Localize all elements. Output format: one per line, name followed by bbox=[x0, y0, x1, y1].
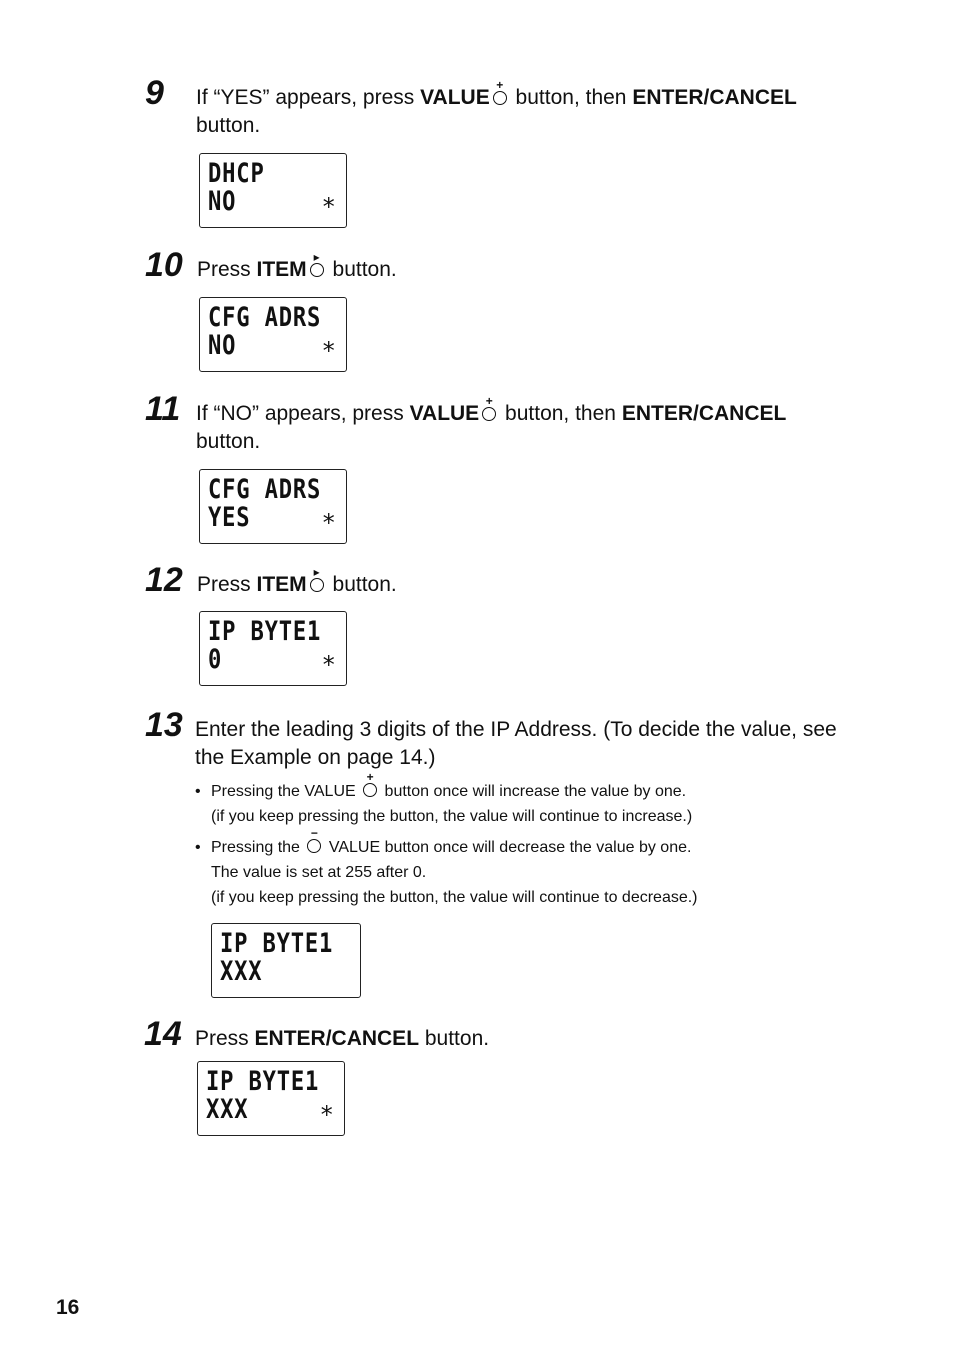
value-button-label: VALUE bbox=[409, 402, 480, 425]
lcd-cursor-icon: ∗ bbox=[319, 1096, 334, 1124]
item-button-label: ITEM bbox=[256, 258, 307, 281]
value-button-label: VALUE bbox=[420, 86, 490, 109]
lcd-cursor-icon: ∗ bbox=[321, 504, 336, 532]
step-number: 11 bbox=[145, 390, 181, 428]
list-item-note: (if you keep pressing the button, the value will continue to increase.) bbox=[211, 808, 693, 825]
tips-list bbox=[195, 770, 698, 910]
lcd-display bbox=[199, 469, 347, 544]
lcd-line-1: CFG ADRS bbox=[208, 302, 322, 333]
step-number: 13 bbox=[145, 706, 183, 744]
lcd-line-1: CFG ADRS bbox=[208, 474, 322, 505]
item-button-label: ITEM bbox=[256, 573, 307, 596]
lcd-line-1: IP BYTE1 bbox=[220, 928, 334, 959]
step-instruction: If “YES” appears, press VALUE + button, then ENTER/CANCEL bbox=[196, 78, 797, 109]
value-down-button-icon: − bbox=[307, 839, 321, 853]
lcd-line-2: XXX bbox=[220, 956, 263, 987]
step-instruction-continued: button. bbox=[196, 430, 261, 453]
step-instruction-continued: the Example on page 14.) bbox=[195, 746, 436, 769]
step-number: 9 bbox=[145, 74, 164, 112]
list-item-note: (if you keep pressing the button, the value will continue to decrease.) bbox=[211, 889, 698, 906]
lcd-line-1: IP BYTE1 bbox=[208, 616, 322, 647]
value-up-button-icon: + bbox=[363, 783, 377, 797]
value-up-button-icon: + bbox=[482, 407, 496, 421]
lcd-display bbox=[199, 611, 347, 686]
lcd-line-2: XXX bbox=[206, 1094, 249, 1125]
step-number: 12 bbox=[145, 561, 183, 599]
step-instruction: Press ITEM ▸ button. bbox=[197, 565, 397, 596]
enter-cancel-button-label: ENTER/CANCEL bbox=[254, 1027, 420, 1050]
lcd-display bbox=[211, 923, 361, 998]
lcd-line-2: 0 bbox=[208, 644, 223, 675]
value-up-button-icon: + bbox=[493, 91, 507, 105]
lcd-display bbox=[199, 297, 347, 372]
list-item: • Pressing the − VALUE button once will decrease the value by one. bbox=[195, 835, 698, 860]
step-number: 10 bbox=[145, 246, 183, 284]
lcd-line-2: YES bbox=[208, 502, 251, 533]
lcd-line-1: IP BYTE1 bbox=[206, 1066, 320, 1097]
lcd-cursor-icon: ∗ bbox=[321, 188, 336, 216]
step-instruction: If “NO” appears, press VALUE + button, then ENTER/CANCEL bbox=[196, 394, 787, 425]
lcd-line-2: NO bbox=[208, 186, 237, 217]
step-number: 14 bbox=[144, 1015, 182, 1053]
lcd-line-2: NO bbox=[208, 330, 237, 361]
item-button-icon: ▸ bbox=[310, 578, 324, 592]
lcd-line-1: DHCP bbox=[208, 158, 265, 189]
page-number: 16 bbox=[56, 1296, 80, 1319]
step-instruction: Press ENTER/CANCEL button. bbox=[195, 1027, 490, 1050]
item-button-icon: ▸ bbox=[310, 263, 324, 277]
step-instruction: Enter the leading 3 digits of the IP Address. (To decide the value, see bbox=[195, 718, 837, 741]
step-instruction: Press ITEM ▸ button. bbox=[197, 250, 397, 281]
lcd-cursor-icon: ∗ bbox=[321, 646, 336, 674]
lcd-display bbox=[199, 153, 347, 228]
lcd-cursor-icon: ∗ bbox=[321, 332, 336, 360]
list-item: • Pressing the VALUE + button once will increase the value by one. bbox=[195, 779, 698, 804]
step-instruction-continued: button. bbox=[196, 114, 261, 137]
enter-cancel-button-label: ENTER/CANCEL bbox=[632, 86, 797, 109]
enter-cancel-button-label: ENTER/CANCEL bbox=[621, 402, 787, 425]
list-item-note: The value is set at 255 after 0. bbox=[211, 864, 427, 881]
lcd-display bbox=[197, 1061, 345, 1136]
